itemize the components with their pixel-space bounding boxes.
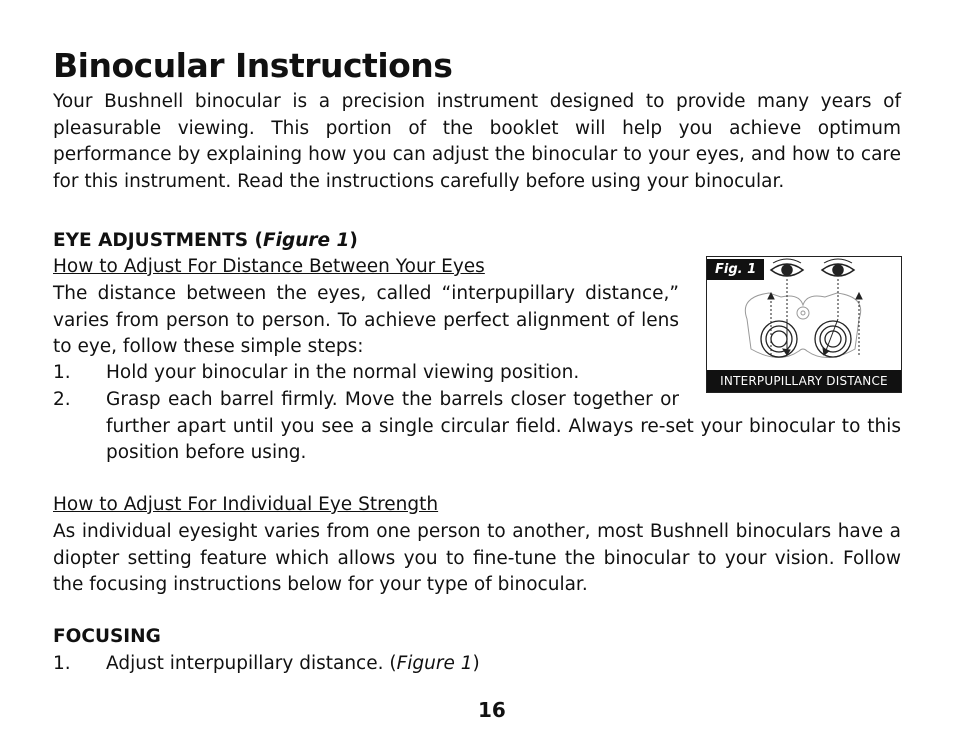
eye-strength-paragraph: As individual eyesight varies from one person to another, most Bushnell binoculars have a diopter setting feature which allows you to fine-tune the binocular to your vision. Follow the focusing instructions below for your type of binocular. <box>53 521 901 595</box>
figure-caption: INTERPUPILLARY DISTANCE <box>707 370 901 392</box>
ipd-paragraph: The distance between the eyes, called “interpupillary distance,” varies from person to person. To achieve perfect alignment of lens to eye, follow these simple steps: <box>53 283 679 357</box>
left-eye-icon <box>771 259 803 276</box>
right-eyepiece <box>815 321 851 357</box>
eye-strength-subheading: How to Adjust For Individual Eye Strength <box>53 494 439 515</box>
figure-1 <box>706 256 902 393</box>
focusing-step-1: 1. Adjust interpupillary distance. (Figure 1) <box>53 653 480 674</box>
ipd-step-2: 2. Grasp each barrel firmly. Move the barrels closer together or further apart until you see a single circular field. Always re-set your binocular to this position before using. <box>53 389 901 463</box>
figure-tag: Fig. 1 <box>707 259 764 280</box>
left-eyepiece <box>761 321 797 357</box>
ipd-subheading: How to Adjust For Distance Between Your Eyes <box>53 256 485 277</box>
focusing-heading: FOCUSING <box>53 626 161 647</box>
ipd-step-1: 1. Hold your binocular in the normal viewing position. <box>53 362 580 383</box>
page-title: Binocular Instructions <box>53 46 453 85</box>
intro-paragraph: Your Bushnell binocular is a precision instrument designed to provide many years of pleasurable viewing. This portion of the booklet will help you achieve optimum performance by explaining how you can adjust the binocular to your eyes, and how to care for this instrument. Read the instructions carefully before using your binocular. <box>53 91 901 192</box>
right-eye-icon <box>822 259 854 276</box>
eye-adjustments-heading: EYE ADJUSTMENTS (Figure 1) <box>53 230 358 251</box>
page-number: 16 <box>478 698 506 722</box>
